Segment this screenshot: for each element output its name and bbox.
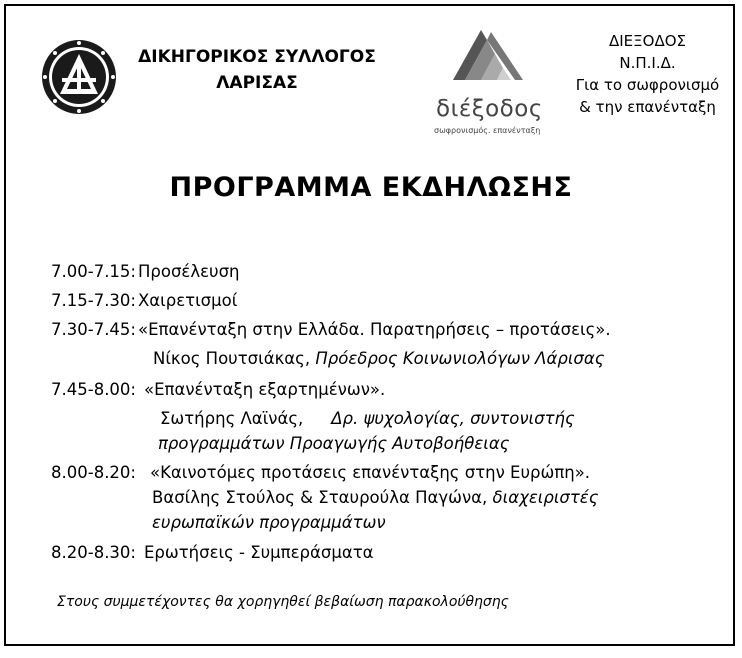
organization-name-line3: Για το σωφρονισμό <box>575 76 720 94</box>
organization-name-line2: Ν.Π.Ι.Δ. <box>619 54 676 72</box>
program-item-text: «Επανένταξη στην Ελλάδα. Παρατηρήσεις – προτάσεις». <box>138 320 611 339</box>
page-title: ΠΡΟΓΡΑΜΜΑ ΕΚΔΗΛΩΣΗΣ <box>169 172 573 203</box>
diexodos-logo-wordmark: διέξοδος <box>436 96 543 122</box>
speaker-name: Νίκος Πουτσιάκας, <box>153 349 311 368</box>
program-item-time: 7.00-7.15: <box>51 262 136 281</box>
program-item-5-speaker-line <box>152 488 598 507</box>
program-item-text: «Καινοτόμες προτάσεις επανένταξης στην Ευρώπη». <box>150 463 591 482</box>
diexodos-logo-tagline: σωφρονισμός. επανένταξη <box>434 126 541 135</box>
program-item-text: «Επανένταξη εξαρτημένων». <box>144 380 386 399</box>
certificate-note: Στους συμμετέχοντες θα χορηγηθεί βεβαίωση παρακολούθησης <box>57 594 509 610</box>
program-item-time: 8.00-8.20: <box>51 463 136 482</box>
program-item-4-role-line2: προγραμμάτων Προαγωγής Αυτοβοήθειας <box>158 434 510 453</box>
program-item-6 <box>51 543 374 562</box>
program-item-text: Χαιρετισμοί <box>138 291 238 310</box>
speaker-role: Πρόεδρος Κοινωνιολόγων Λάρισας <box>315 349 605 368</box>
organization-name-line4: & την επανένταξη <box>579 98 716 116</box>
program-item-4 <box>51 380 385 399</box>
organization-name-line1: ΔΙΕΞΟΔΟΣ <box>609 32 686 50</box>
speaker-name: Σωτήρης Λαϊνάς, <box>160 409 304 428</box>
program-item-5 <box>51 463 590 482</box>
bar-association-name-line1: ΔΙΚΗΓΟΡΙΚΟΣ ΣΥΛΛΟΓΟΣ <box>138 47 376 67</box>
bar-association-name <box>127 44 387 96</box>
program-item-time: 7.15-7.30: <box>51 291 136 310</box>
program-item-3-speaker-line <box>153 349 604 368</box>
program-item-time: 7.45-8.00: <box>51 380 136 399</box>
program-item-4-speaker-line <box>160 409 575 428</box>
program-item-5-role-line2: ευρωπαϊκών προγραμμάτων <box>152 513 386 532</box>
program-item-text: Ερωτήσεις - Συμπεράσματα <box>144 543 374 562</box>
speaker-role-line1: διαχειριστές <box>492 488 599 507</box>
speaker-role-line1: Δρ. ψυχολογίας, συντονιστής <box>331 409 575 428</box>
program-item-time: 7.30-7.45: <box>51 320 136 339</box>
program-item-time: 8.20-8.30: <box>51 543 136 562</box>
program-item-1 <box>51 262 240 281</box>
bar-association-seal-logo <box>40 38 118 116</box>
program-item-text: Προσέλευση <box>138 262 240 281</box>
program-item-2 <box>51 291 237 310</box>
bar-association-name-line2: ΛΑΡΙΣΑΣ <box>216 73 298 93</box>
program-item-3 <box>51 320 611 339</box>
speaker-name: Βασίλης Στούλος & Σταυρούλα Παγώνα, <box>152 488 488 507</box>
organization-name <box>575 30 720 118</box>
